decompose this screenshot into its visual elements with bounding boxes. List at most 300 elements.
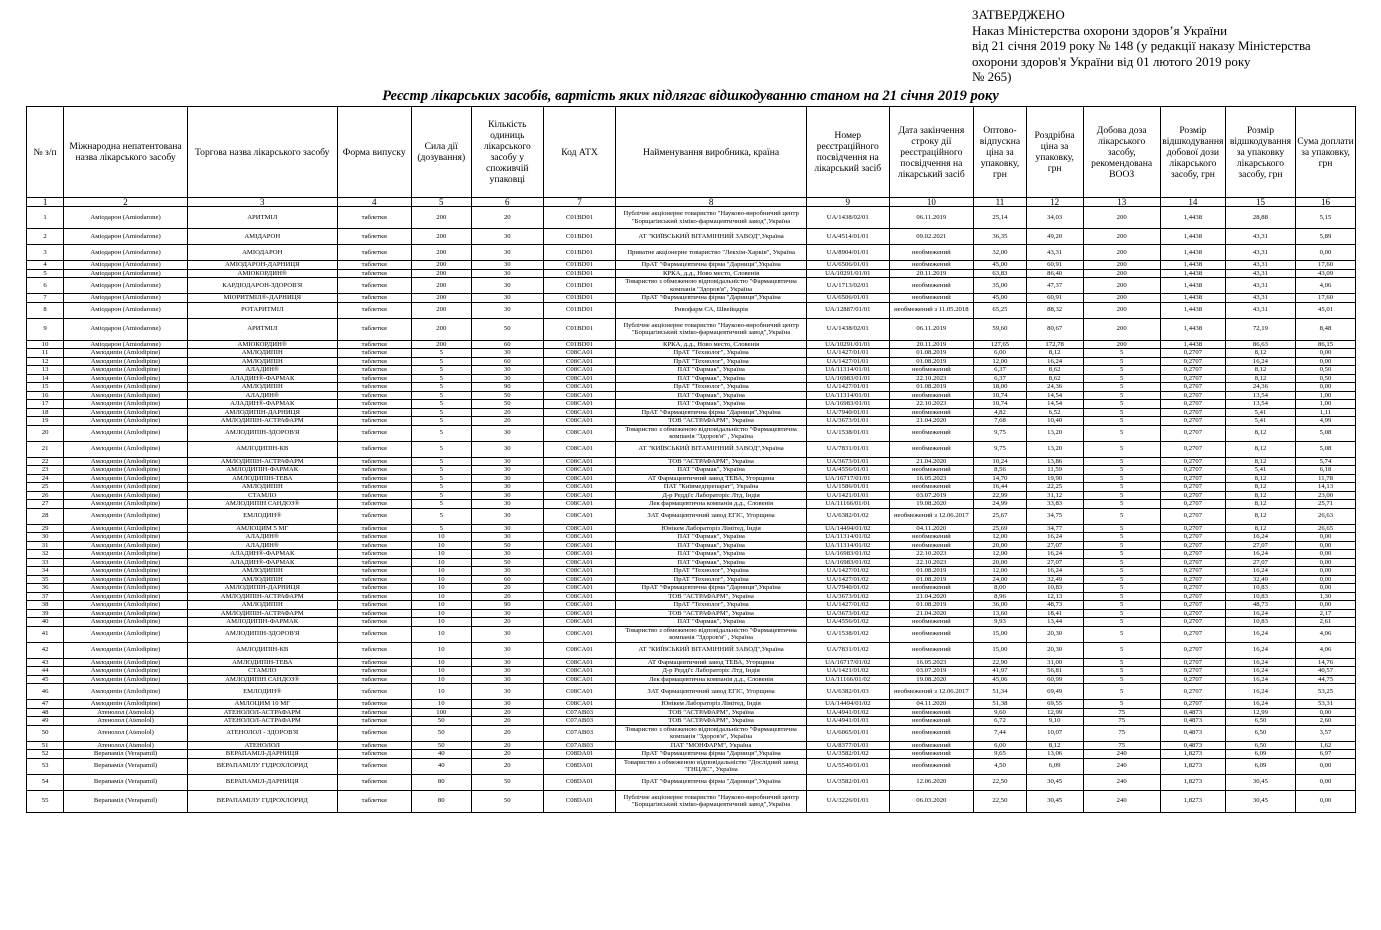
table-cell: 1 xyxy=(27,207,64,229)
table-row xyxy=(27,774,1356,790)
table-cell: 21.04.2020 xyxy=(889,457,974,466)
table-cell: АМЛОДИПІН-ДАРНИЦЯ xyxy=(187,584,337,593)
table-cell: UA/16717/01/02 xyxy=(807,658,890,667)
table-cell: СТАМЛО xyxy=(187,667,337,676)
table-cell: необмежений з 12.06.2017 xyxy=(889,508,974,524)
table-cell: АМЛОДИПІН xyxy=(187,483,337,492)
table-cell: АМЛОДИПІН-ТЕВА xyxy=(187,474,337,483)
table-cell: ЕМЛОДИН® xyxy=(187,508,337,524)
table-cell: таблетки xyxy=(337,575,411,584)
table-cell: 0,2707 xyxy=(1160,408,1225,417)
column-number: 13 xyxy=(1083,198,1160,207)
table-cell: 36 xyxy=(27,584,64,593)
table-cell: UA/1538/01/02 xyxy=(807,626,890,642)
table-cell: 37 xyxy=(27,592,64,601)
table-cell: 55 xyxy=(27,790,64,812)
table-cell: 10 xyxy=(27,340,64,349)
table-cell: 240 xyxy=(1083,790,1160,812)
table-cell: 11,59 xyxy=(1026,466,1083,475)
table-cell: ПрАТ "Фармацевтична фірма "Дарниця",Україна xyxy=(616,750,807,759)
table-header-row xyxy=(27,107,1356,198)
table-cell: 0,00 xyxy=(1296,357,1356,366)
table-cell: 20,30 xyxy=(1026,626,1083,642)
table-cell: 41 xyxy=(27,626,64,642)
table-cell: 0,2707 xyxy=(1160,558,1225,567)
table-cell: ПрАТ "Технолог", Україна xyxy=(616,567,807,576)
table-cell: 45,06 xyxy=(974,675,1027,684)
table-cell: 4,50 xyxy=(974,758,1027,774)
table-cell: 14,54 xyxy=(1026,391,1083,400)
table-cell: 172,78 xyxy=(1026,340,1083,349)
table-cell: 5 xyxy=(411,491,471,500)
table-row xyxy=(27,441,1356,457)
column-number: 5 xyxy=(411,198,471,207)
table-cell: 16,24 xyxy=(1225,609,1295,618)
table-row xyxy=(27,667,1356,676)
table-cell: таблетки xyxy=(337,533,411,542)
table-cell: C08CA01 xyxy=(543,441,615,457)
table-cell: АМІОДАРОН-ДАРНИЦЯ xyxy=(187,261,337,270)
table-cell: 1,8273 xyxy=(1160,758,1225,774)
table-cell: КРКА, д.д., Ново место, Словенія xyxy=(616,269,807,278)
table-cell: C08CA01 xyxy=(543,349,615,358)
table-cell: таблетки xyxy=(337,758,411,774)
table-cell: АМІОКОРДИН® xyxy=(187,269,337,278)
table-cell: 45 xyxy=(27,675,64,684)
table-cell: 47,37 xyxy=(1026,278,1083,294)
table-cell: 9,10 xyxy=(1026,717,1083,726)
table-cell: таблетки xyxy=(337,261,411,270)
table-cell: UA/7940/01/01 xyxy=(807,408,890,417)
table-cell: 22.10.2023 xyxy=(889,550,974,559)
table-cell: КАРДІОДАРОН-ЗДОРОВ'Я xyxy=(187,278,337,294)
table-cell: 1,4438 xyxy=(1160,278,1225,294)
column-header: Кількість одиниць лікарського засобу у споживчій упаковці xyxy=(471,107,543,198)
table-cell: 0,2707 xyxy=(1160,357,1225,366)
table-cell: Лек фармацевтична компанія д.д., Словенія xyxy=(616,500,807,509)
approval-block xyxy=(972,7,1362,85)
table-cell: 5 xyxy=(1083,374,1160,383)
table-cell: 0,2707 xyxy=(1160,441,1225,457)
table-cell: 8,12 xyxy=(1225,374,1295,383)
table-cell: 8,56 xyxy=(974,466,1027,475)
table-cell: 0,00 xyxy=(1296,533,1356,542)
table-cell: 56,81 xyxy=(1026,667,1083,676)
table-cell: C08CA01 xyxy=(543,408,615,417)
table-cell: АМЛОДИПІН xyxy=(187,575,337,584)
table-cell: 22.10.2023 xyxy=(889,374,974,383)
column-header: Сила дії (дозування) xyxy=(411,107,471,198)
column-header: Дата закінчення строку дії реєстраційного посвідчення на лікарський засіб xyxy=(889,107,974,198)
table-cell: 200 xyxy=(411,261,471,270)
table-cell: 0,00 xyxy=(1296,575,1356,584)
table-cell: UA/1421/01/01 xyxy=(807,491,890,500)
table-cell: 30 xyxy=(471,374,543,383)
table-row xyxy=(27,457,1356,466)
table-cell: 22,50 xyxy=(974,774,1027,790)
table-cell: 10,24 xyxy=(974,457,1027,466)
table-cell: ВЕРАПАМІЛ-ДАРНИЦЯ xyxy=(187,750,337,759)
table-cell: 0,2707 xyxy=(1160,567,1225,576)
table-cell: UA/16717/01/01 xyxy=(807,474,890,483)
table-cell: Амлодипін (Amlodipine) xyxy=(64,541,188,550)
table-cell: 22.10.2023 xyxy=(889,400,974,409)
table-cell: 60,99 xyxy=(1026,675,1083,684)
table-cell: таблетки xyxy=(337,229,411,245)
table-cell: C07AB03 xyxy=(543,708,615,717)
table-cell: 200 xyxy=(1083,294,1160,303)
table-cell: C08CA01 xyxy=(543,374,615,383)
table-cell: 5 xyxy=(1083,425,1160,441)
table-cell: 12.06.2020 xyxy=(889,774,974,790)
table-cell: ТОВ "АСТРАФАРМ", Україна xyxy=(616,717,807,726)
column-header: Форма випуску xyxy=(337,107,411,198)
table-cell: 200 xyxy=(1083,229,1160,245)
table-cell: 60,91 xyxy=(1026,261,1083,270)
table-cell: 0,4873 xyxy=(1160,725,1225,741)
table-cell: 5,08 xyxy=(1296,441,1356,457)
table-cell: 75 xyxy=(1083,717,1160,726)
table-cell: таблетки xyxy=(337,383,411,392)
table-cell: 5,41 xyxy=(1225,408,1295,417)
table-cell: 53,25 xyxy=(1296,684,1356,700)
table-cell: UA/11166/01/01 xyxy=(807,500,890,509)
table-cell: 17,60 xyxy=(1296,261,1356,270)
table-row xyxy=(27,483,1356,492)
column-number: 3 xyxy=(187,198,337,207)
table-cell: 0,50 xyxy=(1296,366,1356,375)
table-row xyxy=(27,750,1356,759)
column-number: 2 xyxy=(64,198,188,207)
table-cell: ПАТ "Фармак", Україна xyxy=(616,366,807,375)
table-cell: 4,06 xyxy=(1296,278,1356,294)
table-cell: UA/10291/01/01 xyxy=(807,340,890,349)
table-cell: C01BD01 xyxy=(543,318,615,340)
table-cell: Амлодипін (Amlodipine) xyxy=(64,700,188,709)
table-cell: 6,50 xyxy=(1225,717,1295,726)
table-cell: 0,2707 xyxy=(1160,601,1225,610)
table-cell: 20 xyxy=(471,758,543,774)
table-cell: C08CA01 xyxy=(543,541,615,550)
table-cell: 80 xyxy=(411,790,471,812)
table-cell: 8,12 xyxy=(1225,441,1295,457)
table-cell: 48,73 xyxy=(1225,601,1295,610)
table-cell: 6,00 xyxy=(974,741,1027,750)
table-cell: 0,00 xyxy=(1296,558,1356,567)
table-cell: 1,8273 xyxy=(1160,790,1225,812)
table-cell: ПАТ "Київмедпрепарат", Україна xyxy=(616,483,807,492)
table-cell: 5 xyxy=(411,474,471,483)
table-cell: необмежений xyxy=(889,725,974,741)
table-cell: 10 xyxy=(411,541,471,550)
table-cell: 0,4873 xyxy=(1160,708,1225,717)
table-cell: Лек фармацевтична компанія д.д., Словенія xyxy=(616,675,807,684)
table-cell: 5 xyxy=(1083,474,1160,483)
table-cell: АМЛОДИПІН xyxy=(187,601,337,610)
table-cell: 13,20 xyxy=(1026,441,1083,457)
table-cell: 65,25 xyxy=(974,302,1027,318)
table-cell: Амлодипін (Amlodipine) xyxy=(64,601,188,610)
table-cell: UA/4556/01/01 xyxy=(807,466,890,475)
table-cell: 34,03 xyxy=(1026,207,1083,229)
table-cell: 24,36 xyxy=(1225,383,1295,392)
table-cell: 5 xyxy=(1083,483,1160,492)
table-cell: 3,57 xyxy=(1296,725,1356,741)
table-cell: ЕМЛОДИН® xyxy=(187,684,337,700)
table-cell: 5 xyxy=(1083,642,1160,658)
table-cell: необмежений xyxy=(889,441,974,457)
table-cell: 0,2707 xyxy=(1160,500,1225,509)
table-cell: 1,4438 xyxy=(1160,302,1225,318)
table-cell: 86,63 xyxy=(1225,340,1295,349)
table-cell: 200 xyxy=(1083,278,1160,294)
table-row xyxy=(27,717,1356,726)
table-cell: UA/7831/01/02 xyxy=(807,642,890,658)
table-cell: UA/14494/01/02 xyxy=(807,524,890,533)
table-cell: 39 xyxy=(27,609,64,618)
table-cell: Амлодипін (Amlodipine) xyxy=(64,441,188,457)
table-cell: 200 xyxy=(411,340,471,349)
table-cell: C08CA01 xyxy=(543,491,615,500)
table-cell: 10 xyxy=(411,626,471,642)
table-cell: 0,2707 xyxy=(1160,592,1225,601)
table-cell: ПрАТ "Технолог", Україна xyxy=(616,383,807,392)
table-cell: Аміодарон (Amiodarone) xyxy=(64,294,188,303)
table-cell: 0,2707 xyxy=(1160,575,1225,584)
table-cell: C01BD01 xyxy=(543,269,615,278)
table-cell: 0,2707 xyxy=(1160,349,1225,358)
table-cell: 5 xyxy=(1083,500,1160,509)
table-cell: необмежений xyxy=(889,483,974,492)
table-cell: 36,00 xyxy=(974,601,1027,610)
table-cell: 30 xyxy=(471,642,543,658)
table-cell: 200 xyxy=(411,318,471,340)
table-cell: 200 xyxy=(1083,318,1160,340)
table-cell: таблетки xyxy=(337,592,411,601)
table-cell: 4,99 xyxy=(1296,417,1356,426)
table-cell: 13,20 xyxy=(1026,425,1083,441)
table-row xyxy=(27,541,1356,550)
table-cell: 19.08.2020 xyxy=(889,500,974,509)
column-number: 6 xyxy=(471,198,543,207)
table-cell: C08CA01 xyxy=(543,618,615,627)
table-cell: 40 xyxy=(27,618,64,627)
table-cell: Амлодипін (Amlodipine) xyxy=(64,366,188,375)
table-cell: необмежений xyxy=(889,626,974,642)
table-cell: Амлодипін (Amlodipine) xyxy=(64,491,188,500)
table-cell: 0,2707 xyxy=(1160,658,1225,667)
table-cell: 90 xyxy=(471,383,543,392)
column-number: 10 xyxy=(889,198,974,207)
table-cell: 45,00 xyxy=(974,294,1027,303)
table-cell: 14,54 xyxy=(1026,400,1083,409)
table-cell: ПАТ "Фармак", Україна xyxy=(616,550,807,559)
table-cell: 8,12 xyxy=(1225,524,1295,533)
table-cell: Амлодипін (Amlodipine) xyxy=(64,425,188,441)
table-cell: таблетки xyxy=(337,675,411,684)
table-cell: 13 xyxy=(27,366,64,375)
table-cell: 10 xyxy=(411,667,471,676)
table-row xyxy=(27,278,1356,294)
table-cell: UA/1427/01/02 xyxy=(807,601,890,610)
table-cell: таблетки xyxy=(337,245,411,261)
table-cell: 19 xyxy=(27,417,64,426)
table-cell: UA/3582/01/01 xyxy=(807,774,890,790)
table-cell: 10 xyxy=(411,684,471,700)
table-cell: UA/4514/01/01 xyxy=(807,229,890,245)
table-cell: C01BD01 xyxy=(543,229,615,245)
table-cell: Амлодипін (Amlodipine) xyxy=(64,349,188,358)
table-cell: таблетки xyxy=(337,609,411,618)
table-cell: 16,24 xyxy=(1225,675,1295,684)
table-cell: 0,2707 xyxy=(1160,541,1225,550)
table-cell: 16,24 xyxy=(1225,357,1295,366)
table-cell: 16,24 xyxy=(1225,626,1295,642)
table-cell: 31,12 xyxy=(1026,491,1083,500)
table-cell: АМІОДАРОН xyxy=(187,245,337,261)
table-cell: 8,12 xyxy=(1225,483,1295,492)
table-row xyxy=(27,592,1356,601)
table-cell: 40,57 xyxy=(1296,667,1356,676)
table-row xyxy=(27,207,1356,229)
table-cell: C08CA01 xyxy=(543,417,615,426)
table-cell: 10 xyxy=(411,592,471,601)
table-cell: АРИТМІЛ xyxy=(187,207,337,229)
table-cell: 31 xyxy=(27,541,64,550)
table-cell: Верапаміл (Verapamil) xyxy=(64,750,188,759)
table-cell: Аміодарон (Amiodarone) xyxy=(64,278,188,294)
table-cell: 22,90 xyxy=(974,658,1027,667)
table-cell: АТЕНОЛОЛ xyxy=(187,741,337,750)
table-cell: 0,50 xyxy=(1296,374,1356,383)
table-cell: 51,38 xyxy=(974,700,1027,709)
table-cell: 03.07.2019 xyxy=(889,667,974,676)
table-cell: 20 xyxy=(471,717,543,726)
table-row xyxy=(27,533,1356,542)
table-cell: 8,12 xyxy=(1225,508,1295,524)
table-cell: Аміодарон (Amiodarone) xyxy=(64,207,188,229)
table-cell: таблетки xyxy=(337,524,411,533)
table-cell: 14 xyxy=(27,374,64,383)
table-cell: C08CA01 xyxy=(543,558,615,567)
table-cell: 40 xyxy=(411,758,471,774)
table-cell: 34,75 xyxy=(1026,508,1083,524)
table-cell: таблетки xyxy=(337,725,411,741)
approval-line: № 265) xyxy=(972,69,1012,84)
table-cell: 22,50 xyxy=(974,790,1027,812)
table-cell: 15 xyxy=(27,383,64,392)
table-cell: 30 xyxy=(471,441,543,457)
table-cell: таблетки xyxy=(337,584,411,593)
table-cell: 8,12 xyxy=(1225,457,1295,466)
table-cell: 0,00 xyxy=(1296,550,1356,559)
table-cell: 0,00 xyxy=(1296,584,1356,593)
table-cell: 04.11.2020 xyxy=(889,700,974,709)
table-cell: 5 xyxy=(27,269,64,278)
table-cell: 10 xyxy=(411,700,471,709)
table-cell: ЗАТ Фармацевтичний завод ЕГІС, Угорщина xyxy=(616,684,807,700)
table-cell: таблетки xyxy=(337,541,411,550)
table-cell: 30,45 xyxy=(1225,790,1295,812)
table-cell: 17,60 xyxy=(1296,294,1356,303)
table-cell: АМЛОДИПІН-ЗДОРОВ'Я xyxy=(187,626,337,642)
table-cell: Амлодипін (Amlodipine) xyxy=(64,626,188,642)
table-cell: 24,99 xyxy=(974,500,1027,509)
table-cell: 50 xyxy=(411,717,471,726)
table-cell: 200 xyxy=(1083,302,1160,318)
table-cell: UA/4941/01/01 xyxy=(807,717,890,726)
table-cell: 4,06 xyxy=(1296,626,1356,642)
table-cell: таблетки xyxy=(337,425,411,441)
table-row xyxy=(27,790,1356,812)
table-cell: UA/3226/01/01 xyxy=(807,790,890,812)
column-header: Оптово-відпускна ціна за упаковку, грн xyxy=(974,107,1027,198)
table-cell: 5 xyxy=(411,374,471,383)
table-cell: 13,54 xyxy=(1225,391,1295,400)
table-cell: 30 xyxy=(471,533,543,542)
table-cell: 38 xyxy=(27,601,64,610)
table-cell: 0,2707 xyxy=(1160,400,1225,409)
table-cell: UA/16983/01/02 xyxy=(807,550,890,559)
table-cell: 8,62 xyxy=(1026,374,1083,383)
table-cell: Юнікем Лабораторіз Лімітед, Індія xyxy=(616,524,807,533)
table-row xyxy=(27,758,1356,774)
table-cell: UA/6506/01/01 xyxy=(807,294,890,303)
table-cell: 5 xyxy=(1083,508,1160,524)
table-cell: 01.08.2019 xyxy=(889,383,974,392)
table-cell: 9,65 xyxy=(974,750,1027,759)
table-cell: 7 xyxy=(27,294,64,303)
table-cell: 01.08.2019 xyxy=(889,601,974,610)
table-cell: 50 xyxy=(471,391,543,400)
table-cell: необмежений xyxy=(889,750,974,759)
table-cell: 86,40 xyxy=(1026,269,1083,278)
table-cell: 20 xyxy=(471,741,543,750)
table-cell: 49 xyxy=(27,717,64,726)
table-cell: 6,37 xyxy=(974,374,1027,383)
table-cell: 5 xyxy=(1083,357,1160,366)
table-cell: UA/16983/01/01 xyxy=(807,400,890,409)
table-cell: 51 xyxy=(27,741,64,750)
table-cell: 16,24 xyxy=(1225,642,1295,658)
table-cell: 200 xyxy=(411,229,471,245)
table-cell: 30 xyxy=(471,294,543,303)
table-cell: таблетки xyxy=(337,294,411,303)
table-cell: UA/3673/01/02 xyxy=(807,609,890,618)
table-cell: 6,50 xyxy=(1225,741,1295,750)
table-cell: C08CA01 xyxy=(543,700,615,709)
table-cell: 16,44 xyxy=(974,483,1027,492)
table-cell: АЛАДИН® xyxy=(187,366,337,375)
table-cell: 30,45 xyxy=(1225,774,1295,790)
table-cell: 5 xyxy=(1083,524,1160,533)
table-cell: необмежений xyxy=(889,541,974,550)
table-cell: РОТАРИТМІЛ xyxy=(187,302,337,318)
table-cell: 51,34 xyxy=(974,684,1027,700)
table-cell: UA/1427/01/01 xyxy=(807,383,890,392)
table-cell: 3 xyxy=(27,245,64,261)
table-cell: 20 xyxy=(471,592,543,601)
table-cell: 14,13 xyxy=(1296,483,1356,492)
table-cell: Амлодипін (Amlodipine) xyxy=(64,584,188,593)
table-cell: 30 xyxy=(471,457,543,466)
table-cell: Амлодипін (Amlodipine) xyxy=(64,417,188,426)
approval-line: від 21 січня 2019 року № 148 (у редакції наказу Міністерства xyxy=(972,38,1311,53)
table-cell: 16,24 xyxy=(1225,684,1295,700)
table-cell: 31,00 xyxy=(1026,658,1083,667)
table-cell: 16,24 xyxy=(1026,533,1083,542)
table-cell: 10 xyxy=(411,601,471,610)
